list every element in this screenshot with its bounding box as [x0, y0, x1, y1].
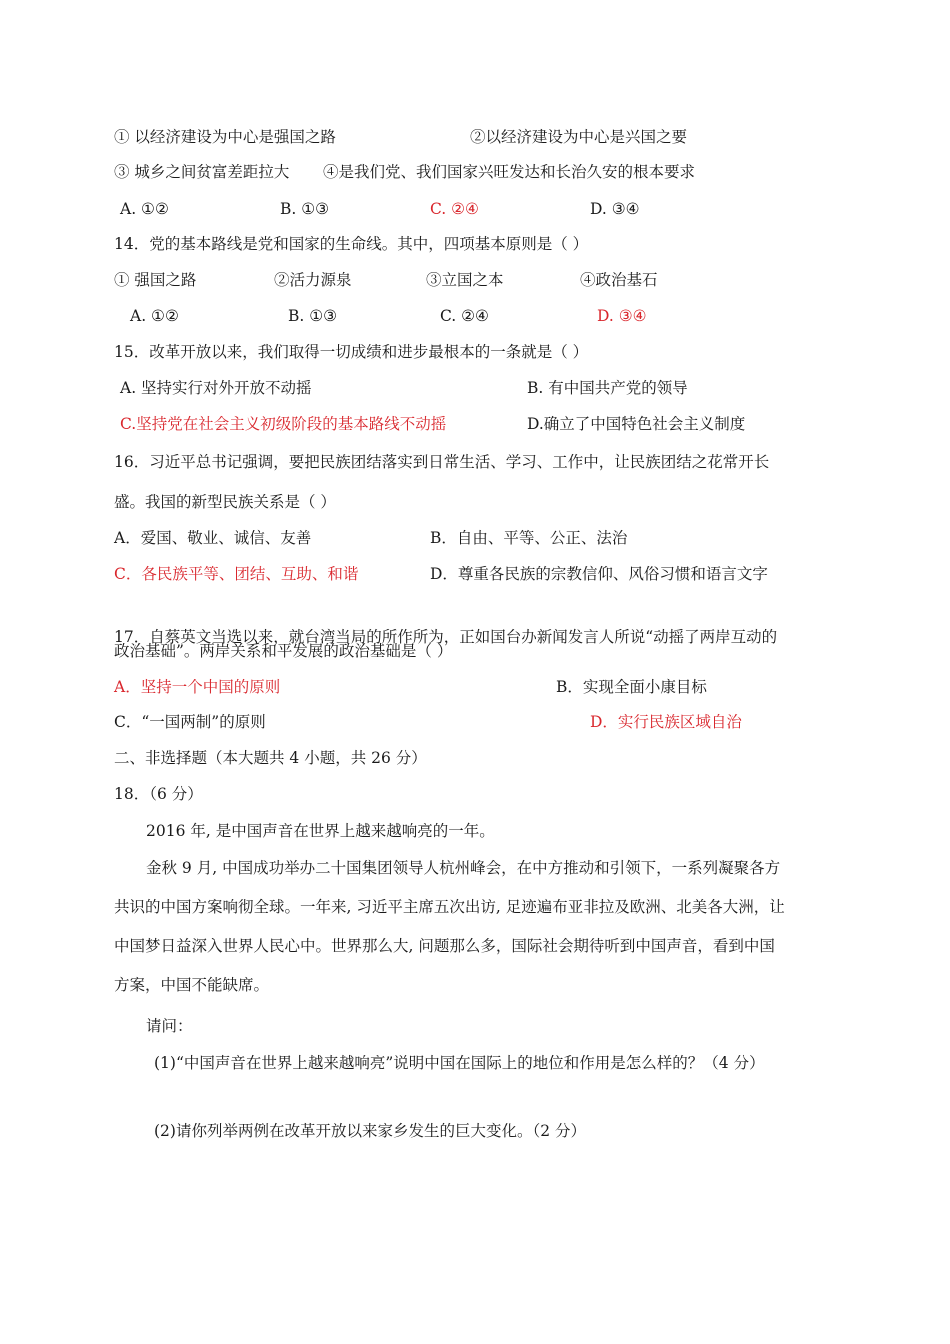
q14-option-4: ④政治基石 [580, 271, 658, 289]
q14-choice-d-answer: D. ③④ [597, 307, 647, 325]
q18-ask: 请问： [146, 1017, 193, 1035]
q13-choice-a: A. ①② [120, 200, 169, 218]
q13-choice-c-answer: C. ②④ [430, 200, 479, 218]
q18-paragraph-2-line-2: 共识的中国方案响彻全球。一年来, 习近平主席五次出访, 足迹遍布亚非拉及欧洲、北美各大洲，让 [114, 898, 785, 916]
q13-choice-d: D. ③④ [590, 200, 640, 218]
q15-choice-b: B. 有中国共产党的领导 [527, 379, 688, 397]
q18-paragraph-2-line-4: 方案，中国不能缺席。 [114, 976, 270, 994]
q18-sub-question-2: (2)请你列举两例在改革开放以来家乡发生的巨大变化。（2 分） [154, 1122, 586, 1140]
q13-choice-b: B. ①③ [280, 200, 330, 218]
q13-option-1: ① 以经济建设为中心是强国之路 [114, 128, 336, 146]
q18-label: 18．（6 分） [114, 785, 203, 803]
q14-stem: 14．党的基本路线是党和国家的生命线。其中，四项基本原则是（ ） [114, 235, 589, 253]
q14-choice-a: A. ①② [130, 307, 179, 325]
q16-choice-c-answer: C．各民族平等、团结、互助、和谐 [114, 565, 359, 583]
q16-stem-line-2: 盛。我国的新型民族关系是（ ） [114, 493, 336, 511]
q17-choice-d-answer: D．实行民族区域自治 [590, 713, 742, 731]
q13-option-4: ④是我们党、我们国家兴旺发达和长治久安的根本要求 [323, 163, 696, 181]
q17-choice-a-answer: A．坚持一个中国的原则 [114, 678, 281, 696]
q17-stem-line-1: 17．自蔡英文当选以来，就台湾当局的所作所为，正如国台办新闻发言人所说“动摇了两岸互动的 [114, 628, 778, 646]
q13-option-2: ②以经济建设为中心是兴国之要 [470, 128, 688, 146]
q16-choice-d: D．尊重各民族的宗教信仰、风俗习惯和语言文字 [430, 565, 768, 583]
q14-option-2: ②活力源泉 [274, 271, 352, 289]
q18-paragraph-1: 2016 年, 是中国声音在世界上越来越响亮的一年。 [146, 822, 495, 840]
q17-choice-b: B．实现全面小康目标 [556, 678, 707, 696]
section-2-title: 二、非选择题（本大题共 4 小题，共 26 分） [114, 749, 427, 767]
q18-sub-question-1: (1)“中国声音在世界上越来越响亮”说明中国在国际上的地位和作用是怎么样的？（4 分） [154, 1054, 765, 1072]
q17-stem-line-2: 政治基础”。两岸关系和平发展的政治基础是（ ） [114, 642, 453, 660]
q15-stem: 15．改革开放以来，我们取得一切成绩和进步最根本的一条就是（ ） [114, 343, 589, 361]
q16-stem-line-1: 16．习近平总书记强调，要把民族团结落实到日常生活、学习、工作中，让民族团结之花常开长 [114, 453, 770, 471]
q16-choice-a: A．爱国、敬业、诚信、友善 [114, 529, 312, 547]
q15-choice-c-answer: C.坚持党在社会主义初级阶段的基本路线不动摇 [120, 415, 447, 433]
q15-choice-a: A. 坚持实行对外开放不动摇 [120, 379, 312, 397]
q16-choice-b: B．自由、平等、公正、法治 [430, 529, 628, 547]
q17-choice-c: C．“一国两制”的原则 [114, 713, 266, 731]
q14-option-3: ③立国之本 [426, 271, 504, 289]
q13-option-3: ③ 城乡之间贫富差距拉大 [114, 163, 290, 181]
q14-choice-c: C. ②④ [440, 307, 489, 325]
q15-choice-d: D.确立了中国特色社会主义制度 [527, 415, 746, 433]
q18-paragraph-2-line-3: 中国梦日益深入世界人民心中。世界那么大, 问题那么多，国际社会期待听到中国声音，看到中国 [114, 937, 775, 955]
q14-choice-b: B. ①③ [288, 307, 338, 325]
q14-option-1: ① 强国之路 [114, 271, 197, 289]
q18-paragraph-2-line-1: 金秋 9 月, 中国成功举办二十国集团领导人杭州峰会，在中方推动和引领下，一系列凝聚各方 [146, 859, 781, 877]
